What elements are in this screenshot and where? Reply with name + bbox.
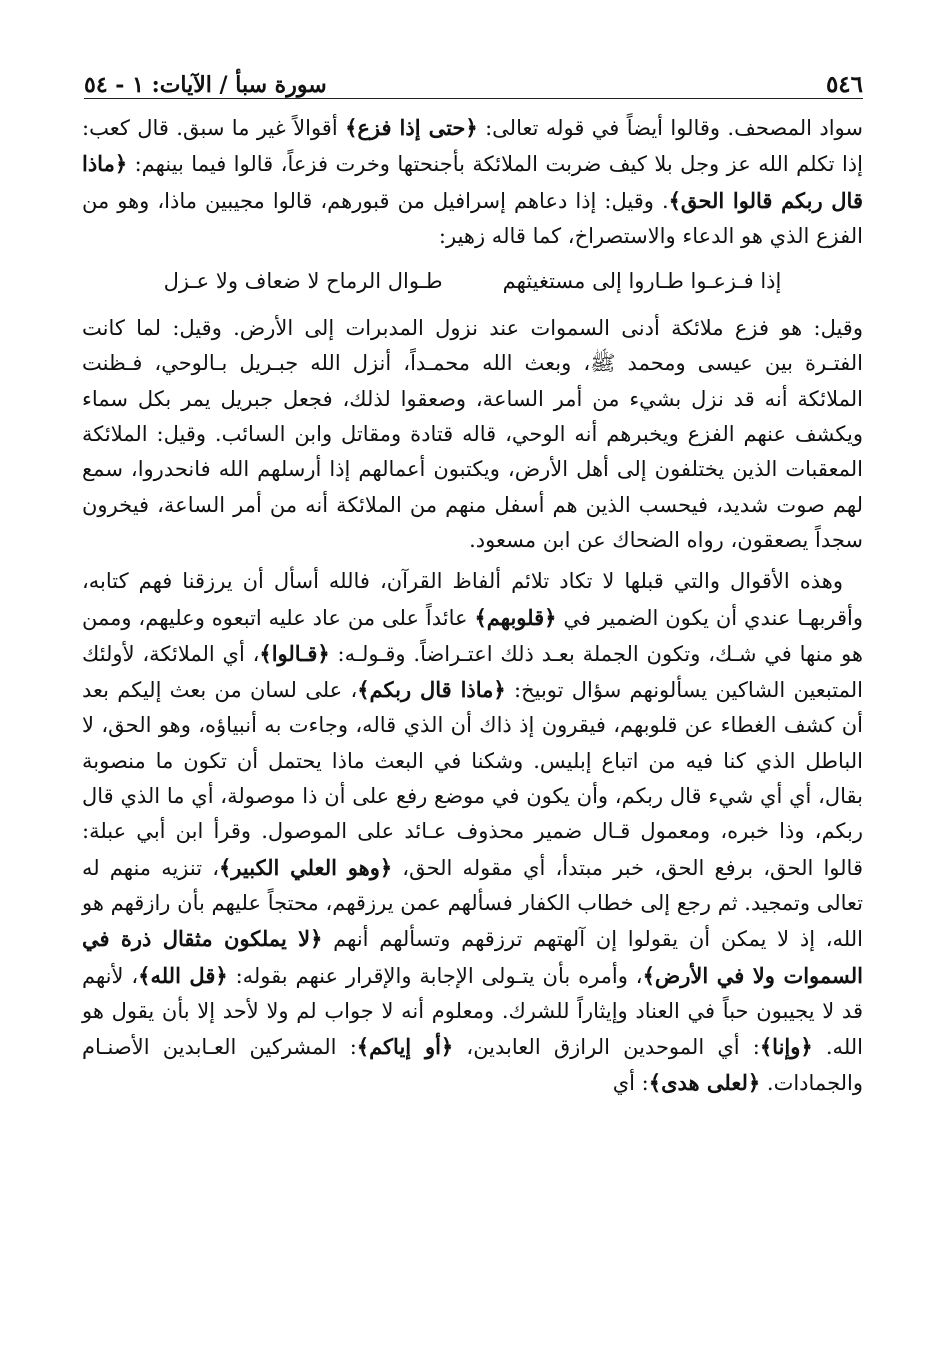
- poetry-verse: [82, 264, 863, 299]
- text-run: ، أي الملائكة، لأولئك المتبعين الشاكين يسألونهم سؤال توبيخ:: [82, 641, 863, 703]
- quran-quote: ﴿أو إياكم﴾: [356, 1034, 454, 1060]
- quran-quote: ﴿ماذا قال ربكم قالوا الحق﴾: [82, 151, 863, 213]
- verse-second-hemistich: طـوال الرماح لا ضعاف ولا عـزل: [163, 269, 443, 294]
- text-run: سواد المصحف. وقالوا أيضاً في قوله تعالى:: [477, 116, 864, 140]
- text-run: : أي الموحدين الرازق العابدين،: [453, 1035, 760, 1060]
- quran-quote: ﴿لا يملكون مثقال ذرة في السموات ولا في الأرض﴾: [82, 926, 863, 988]
- paragraph-3: [82, 564, 863, 1101]
- running-title: سورة سبأ / الآيات: ١ - ٥٤: [84, 72, 327, 98]
- text-run: عائداً على من عاد عليه اتبعوه وعليهم، وممن هو منها في شـك، وتكون الجملة بعـد ذلك اعتـراضاً. وقـولـه:: [82, 605, 863, 666]
- text-run: وهذه الأقوال والتي قبلها لا تكاد تلائم ألفاظ القرآن، فالله أسأل أن يرزقنا فهم كتابه، وأقربهـا عندي أن يكون الضمير في: [82, 569, 863, 630]
- quran-quote: ﴿حتى إذا فزع﴾: [345, 115, 478, 140]
- text-run: . وقيل: إذا دعاهم إسرافيل من قبورهم، قالوا مجيبين ماذا، وهو من الفزع الذي هو الدعاء والاستصراخ، كما قاله زهير:: [82, 188, 863, 248]
- body-text: [82, 110, 863, 1102]
- page-number: ٥٤٦: [825, 71, 863, 98]
- quran-quote: ﴿لعلى هدى﴾: [648, 1070, 761, 1096]
- quran-quote: ﴿قلوبهم﴾: [474, 604, 557, 630]
- text-run: ، تنزيه منهم له تعالى وتمجيد. ثم رجع إلى خطاب الكفار فسألهم عمن يرزقهم، محتجاً عليهم بأن رازقهم هو الله، إذ لا يمكن أن يقولوا إن آلهتهم ترزقهم وتسألهم أنهم: [82, 855, 863, 952]
- quran-quote: ﴿وهو العلي الكبير﴾: [219, 854, 393, 880]
- quran-quote: ﴿قـالوا﴾: [259, 640, 330, 666]
- quran-quote: ﴿قل الله﴾: [138, 962, 228, 988]
- verse-first-hemistich: إذا فـزعـوا طـاروا إلى مستغيثهم: [502, 269, 782, 294]
- text-run: أقوالاً غير ما سبق. قال كعب: إذا تكلم الله عز وجل بلا كيف ضربت الملائكة بأجنحتها وخرت فزعاً، قالوا فيما بينهم:: [82, 116, 863, 177]
- text-run: ، على لسان من بعث إليكم بعد أن كشف الغطاء عن قلوبهم، فيقرون إذ ذاك أن الذي قاله، وجاءت به أنبياؤه، وهو الحق، لا الباطل الذي كنا فيه من اتباع إبليس. وشكنا في البعث ماذا يحتمل أن تكون ما منصوبة بقال، أي أي شيء قال ربكم، وأن يكون في موضع رفع على أن ذا موصولة، أي ما الذي قال ربكم، وذا خبره، ومعمول قـال ضمير محذوف عـائد على الموصول. وقرأ ابن أبي عبلة: قالوا الحق، برفع الحق، خبر مبتدأ، أي مقوله الحق،: [82, 678, 863, 880]
- page-header: [84, 62, 863, 99]
- text-run: ، وأمره بأن يتـولى الإجابة والإقرار عنهم بقوله:: [227, 963, 643, 988]
- quran-quote: ﴿وإنا﴾: [759, 1034, 813, 1060]
- paragraph-2: وقيل: هو فزع ملائكة أدنى السموات عند نزول المدبرات إلى الأرض. وقيل: لما كانت الفتـرة بين عيسى ومحمد ﷺ، وبعث الله محمـداً، أنزل الله جبـريل بـالوحي، فـظنت الملائكة أنه قد نزل بشيء من أمر الساعة، وصعقوا لذلك، فجعل جبريل يمر بكل سماء ويكشف عنهم الفزع ويخبرهم أنه الوحي، قاله قتادة ومقاتل وابن السائب. وقيل: الملائكة المعقبات الذين يختلفون إلى أهل الأرض، ويكتبون أعمالهم إذا أرسلهم الله فانحدروا، سمع لهم صوت شديد، فيحسب الذين هم أسفل منهم من الملائكة أنه من أمر الساعة، فيخرون سجداً يصعقون، رواه الضحاك عن ابن مسعود.: [82, 316, 863, 552]
- text-run: : المشركين العـابدين الأصنـام والجمادات.: [82, 1035, 863, 1096]
- text-run: : أي: [612, 1071, 649, 1096]
- paragraph-1: [82, 110, 863, 254]
- text-run: ، لأنهم قد لا يجيبون حباً في العناد وإيثاراً للشرك. ومعلوم أنه لا جواب لم ولا لأحد إلا بأن يقول هو الله.: [82, 963, 864, 1060]
- quran-quote: ﴿ماذا قال ربكم﴾: [357, 677, 506, 703]
